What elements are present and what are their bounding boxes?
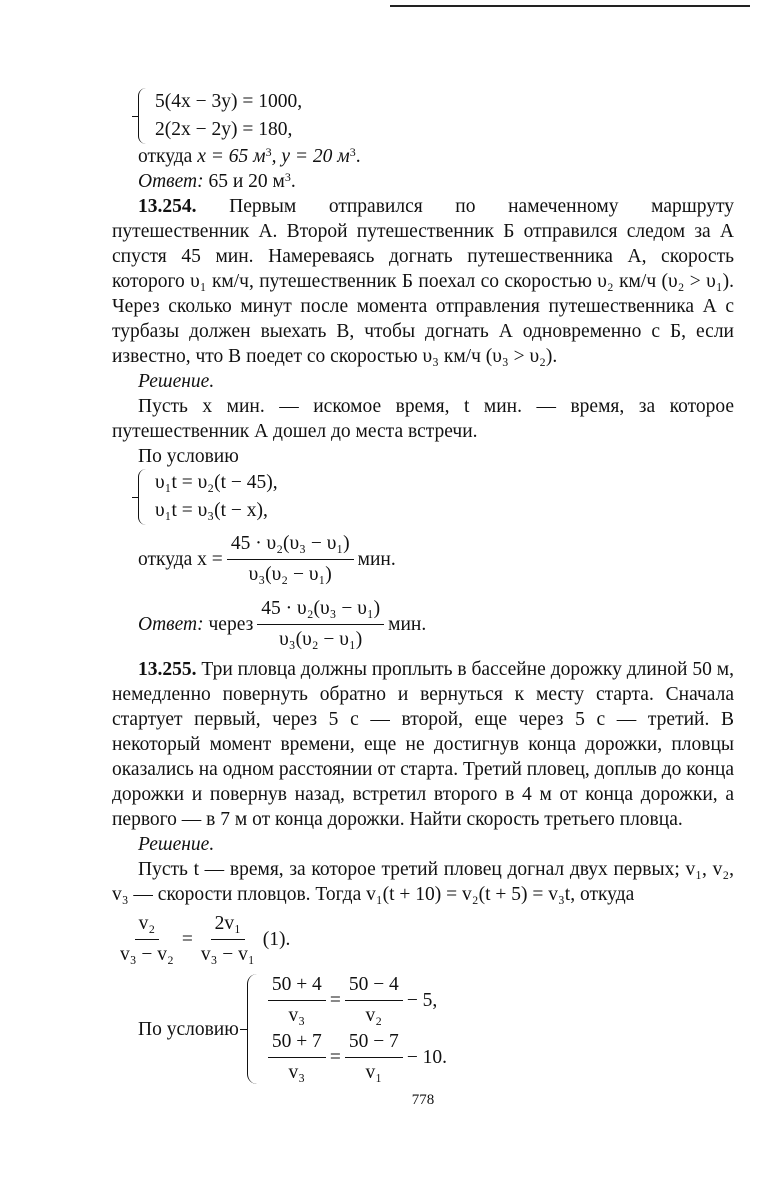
problem-number: 13.254. bbox=[138, 196, 197, 217]
text: , y = 20 м bbox=[271, 146, 350, 167]
page-body bbox=[112, 88, 734, 1108]
text: = bbox=[329, 1047, 341, 1068]
text: через bbox=[208, 614, 254, 635]
numerator: 50 − 7 bbox=[345, 1029, 403, 1058]
equation-system-1 bbox=[138, 88, 734, 144]
numerator: 50 + 4 bbox=[268, 972, 326, 1001]
solution-text: Пусть t — время, за которое третий пловец догнал двух первых; v₁, v₂, v₃ — скорости пловцов. Тогда v₁(t + 10) = v₂(t + 5) = v₃t, откуда bbox=[112, 859, 734, 905]
system-line: υ₁t = υ₃(t − x), bbox=[155, 500, 268, 521]
system-line: 2(2x − 2y) = 180, bbox=[155, 119, 293, 140]
fraction bbox=[197, 911, 259, 968]
denominator: v₃ bbox=[288, 1005, 306, 1026]
solution-label bbox=[112, 832, 734, 857]
text: мин. bbox=[388, 614, 427, 635]
fraction bbox=[345, 1029, 403, 1086]
denominator: v₃ bbox=[288, 1062, 306, 1083]
answer-line bbox=[112, 169, 734, 194]
problem-text: Первым отправился по намеченному маршруту путешественник А. Второй путешественник Б отправился следом за А спустя 45 мин. Намереваясь догнать путешественника А, скорость которого υ₁ км/ч, путешественник Б поехал со скоростью υ₂ км/ч (υ₂ > υ₁). Через сколько минут после момента отправления путешественника А с турбазы должен выехать В, чтобы догнать А одновременно с Б, если известно, что В поедет со скоростью υ₃ км/ч (υ₃ > υ₂). bbox=[112, 196, 734, 367]
text: откуда bbox=[138, 146, 193, 167]
denominator: v₃ − v₁ bbox=[200, 944, 255, 965]
answer-label: Ответ: bbox=[138, 171, 204, 192]
fraction bbox=[227, 531, 354, 588]
equation-1 bbox=[112, 911, 734, 968]
system-line bbox=[264, 972, 447, 1029]
numerator: 50 + 7 bbox=[268, 1029, 326, 1058]
header-rule bbox=[390, 5, 750, 7]
denominator: v₂ bbox=[365, 1005, 383, 1026]
system-line bbox=[264, 1029, 447, 1086]
equation-system-2 bbox=[138, 469, 734, 525]
page-number: 778 bbox=[411, 1092, 435, 1108]
problem-13-255 bbox=[112, 657, 734, 832]
numerator: 2v₁ bbox=[211, 911, 245, 940]
text: Решение. bbox=[138, 371, 215, 392]
numerator: v₂ bbox=[135, 911, 160, 940]
numerator: 50 − 4 bbox=[345, 972, 403, 1001]
denominator: v₃ − v₂ bbox=[120, 944, 174, 965]
problem-text: Три пловца должны проплыть в бассейне дорожку длиной 50 м, немедленно повернуть обратно и вернуться к месту старта. Сначала стартует первый, через 5 с — второй, еще через 5 с — третий. В некоторый момент времени, еще не достигнув конца дорожки, пловцы оказались на одном расстоянии от старта. Третий пловец, доплыв до конца дорожки и повернув назад, встретил второго в 4 м от конца дорожки, а первого — в 7 м от конца дорожки. Найти скорость третьего пловца. bbox=[112, 659, 734, 830]
problem-number: 13.255. bbox=[138, 659, 197, 680]
answer-2 bbox=[112, 596, 734, 653]
brace-icon bbox=[138, 88, 151, 144]
text: 3 bbox=[284, 170, 291, 184]
fraction bbox=[345, 972, 403, 1029]
fraction bbox=[268, 972, 326, 1029]
text: − 10. bbox=[406, 1047, 448, 1068]
denominator: v₁ bbox=[365, 1062, 383, 1083]
brace-icon bbox=[247, 974, 260, 1084]
equation-tag: (1). bbox=[262, 929, 291, 950]
text: мин. bbox=[357, 549, 396, 570]
solution-text: Пусть x мин. — искомое время, t мин. — время, за которое путешественник А дошел до места встречи. bbox=[112, 396, 734, 442]
fraction bbox=[268, 1029, 326, 1086]
fraction bbox=[116, 911, 178, 968]
numerator: 45 · υ₂(υ₃ − υ₁) bbox=[257, 596, 384, 625]
answer-label: Ответ: bbox=[138, 614, 204, 635]
result-line bbox=[112, 144, 734, 169]
denominator: υ₃(υ₂ − υ₁) bbox=[248, 564, 332, 585]
equation-system-3 bbox=[138, 972, 734, 1086]
text: = bbox=[329, 990, 341, 1011]
brace-icon bbox=[138, 469, 151, 525]
text: − 5, bbox=[406, 990, 438, 1011]
text: 3 bbox=[265, 145, 272, 159]
text: x = 65 м bbox=[197, 146, 266, 167]
formula-x bbox=[112, 531, 734, 588]
problem-13-254 bbox=[112, 194, 734, 369]
condition-label: По условию bbox=[138, 446, 239, 467]
text: . bbox=[290, 171, 296, 192]
text: . bbox=[355, 146, 361, 167]
solution-label bbox=[112, 369, 734, 394]
condition-label: По условию bbox=[138, 1018, 239, 1040]
denominator: υ₃(υ₂ − υ₁) bbox=[279, 629, 363, 650]
fraction bbox=[257, 596, 384, 653]
numerator: 45 · υ₂(υ₃ − υ₁) bbox=[227, 531, 354, 560]
text: 3 bbox=[349, 145, 356, 159]
text: 65 и 20 м bbox=[203, 171, 285, 192]
text: = bbox=[181, 929, 193, 950]
system-line: 5(4x − 3y) = 1000, bbox=[155, 91, 303, 112]
system-line: υ₁t = υ₂(t − 45), bbox=[155, 472, 278, 493]
text: Решение. bbox=[138, 834, 215, 855]
text: откуда x = bbox=[138, 549, 223, 570]
